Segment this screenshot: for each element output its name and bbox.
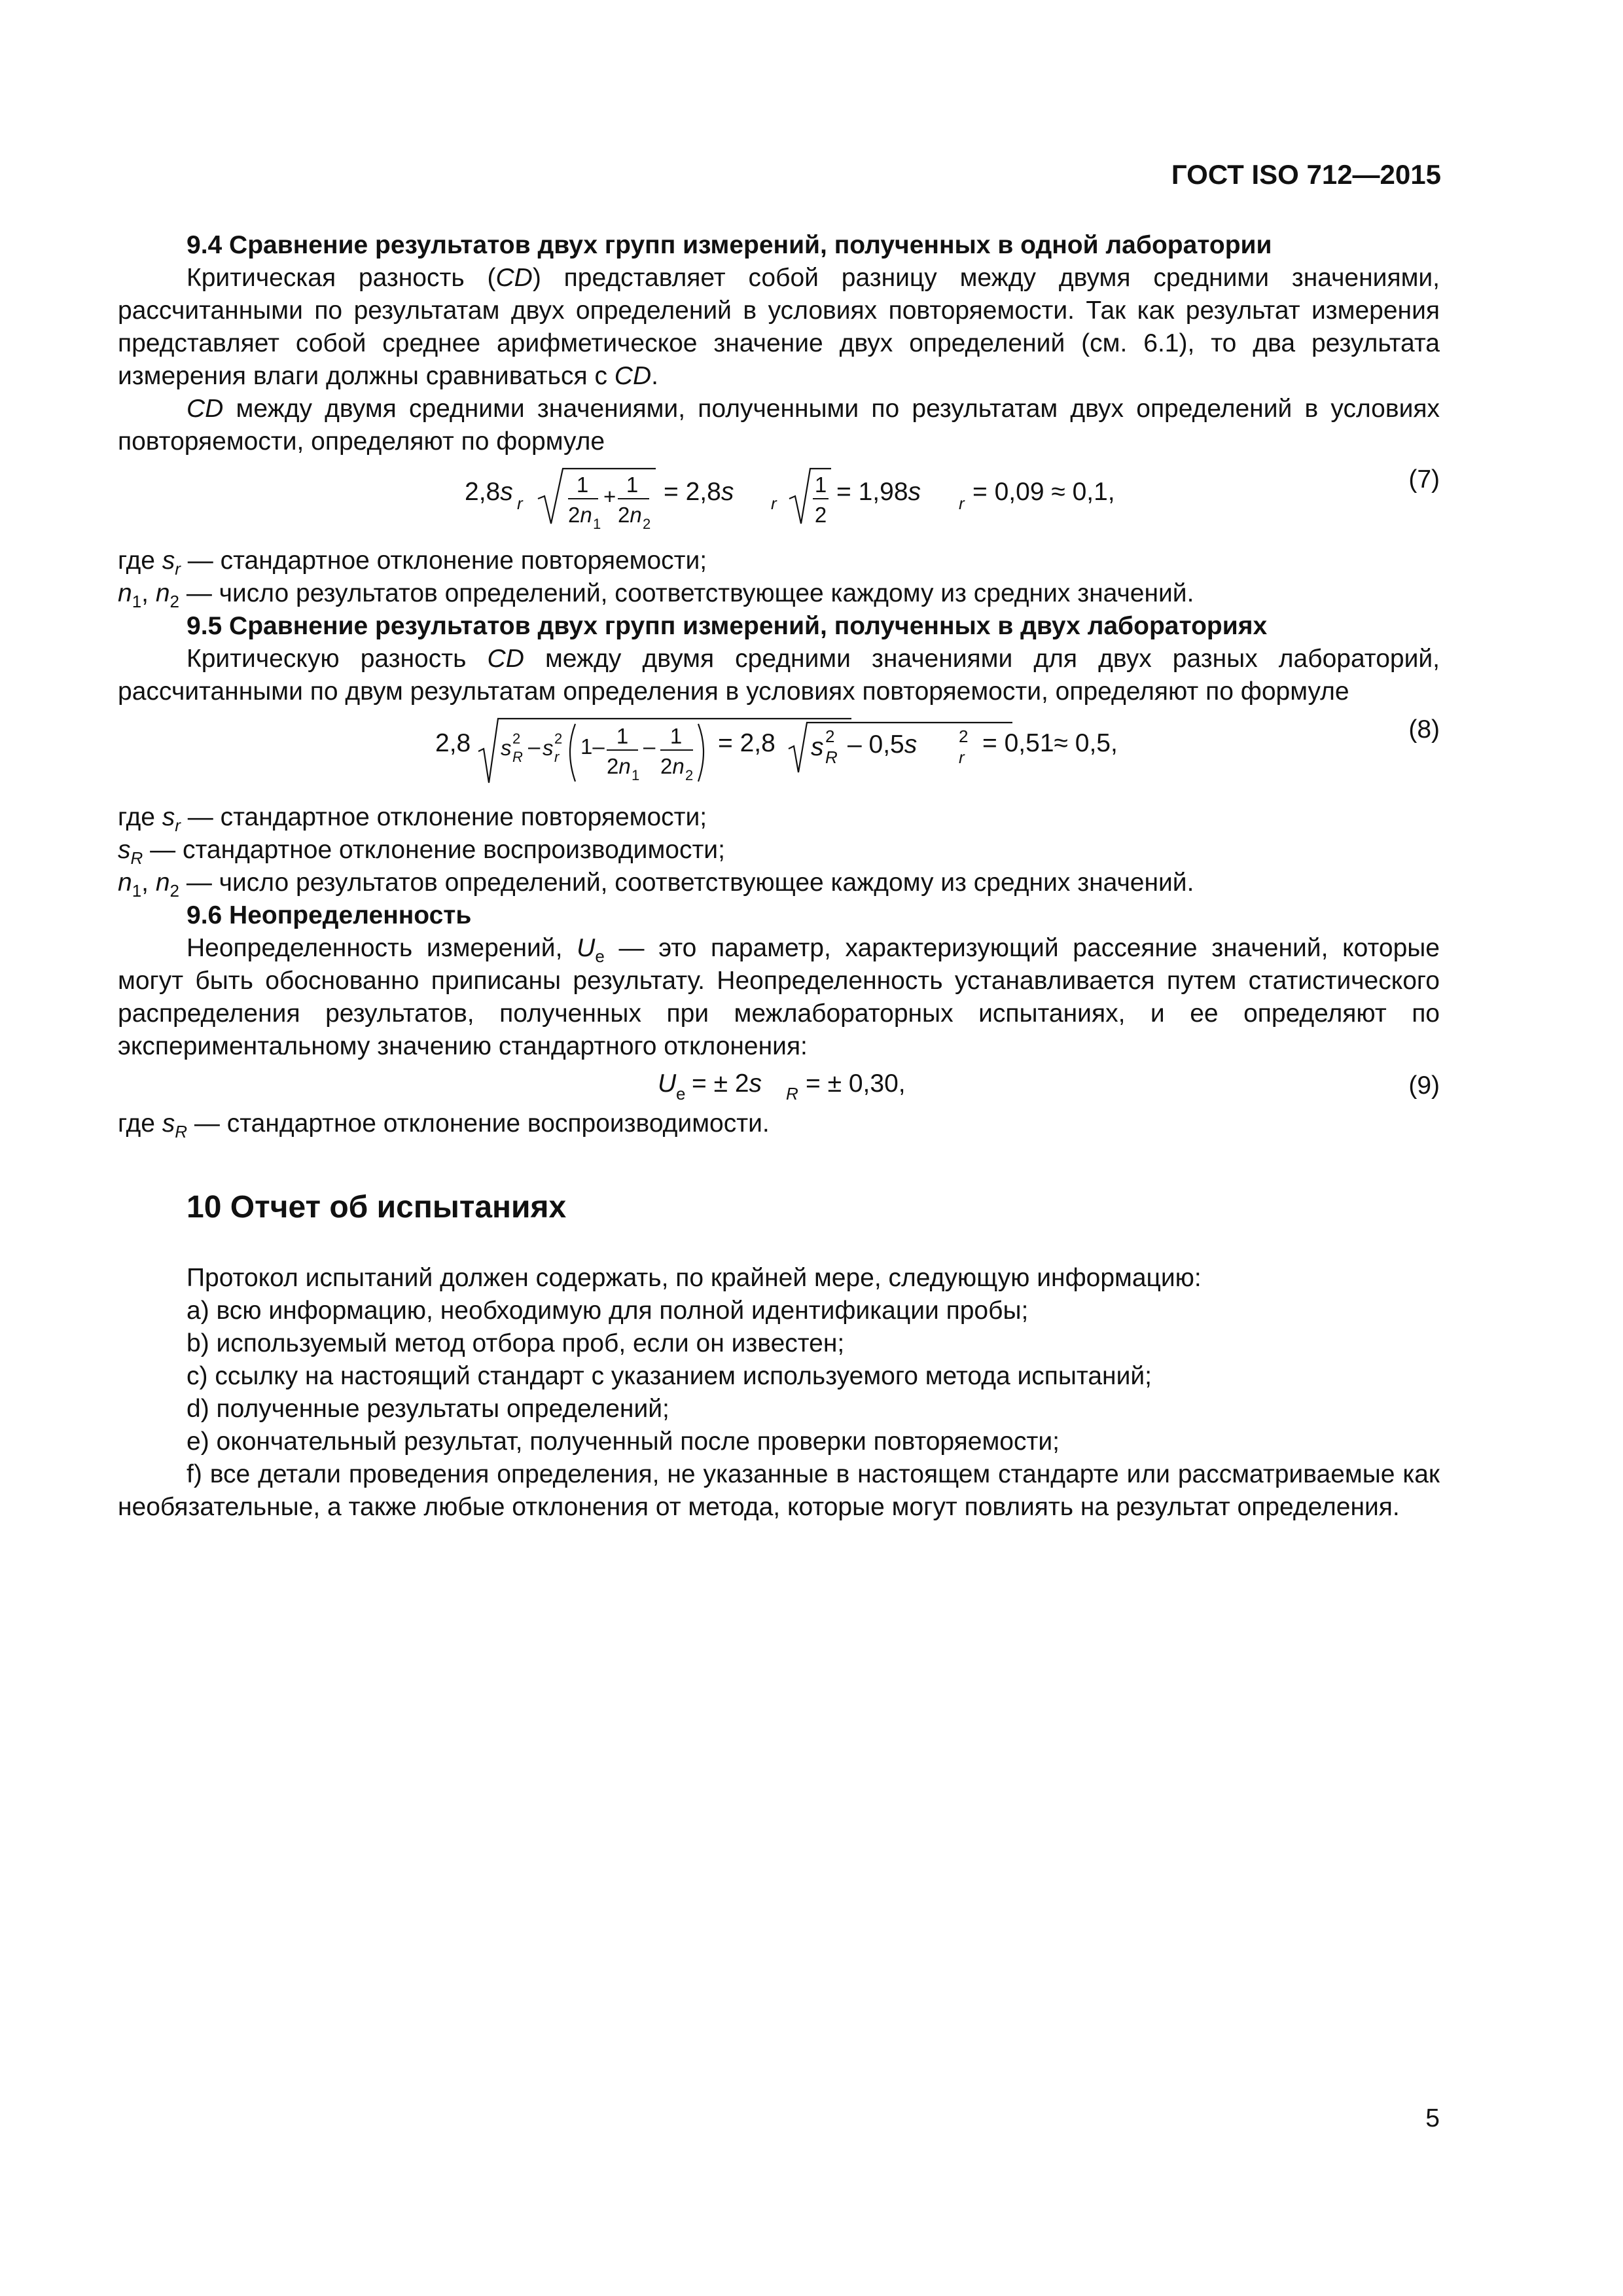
svg-text:= ± 0,30,: = ± 0,30,	[806, 1069, 906, 1098]
page-number: 5	[1425, 2104, 1440, 2132]
svg-text:1: 1	[814, 473, 827, 497]
formula-9-expression	[658, 1064, 998, 1106]
section-9-6-title: 9.6 Неопределенность	[187, 901, 472, 929]
svg-text:r: r	[959, 493, 965, 513]
equation-number-8: (8)	[1408, 715, 1440, 744]
equation-number-7: (7)	[1408, 465, 1440, 493]
svg-text:1: 1	[576, 473, 589, 497]
section-9-4-paragraph-1: Критическая разность (CD) представляет собой разницу между двумя средними значениями, рассчитанными по результатам двух определений в условиях повторяемости. Так как результат измерения представляет собой среднее арифметическое значение двух определений (см. 6.1), то два результата измерения влаги должны сравниваться с CD.	[118, 264, 1440, 390]
svg-text:2: 2	[512, 730, 521, 747]
formula-9	[118, 1064, 1440, 1106]
list-item: e) окончательный результат, полученный после проверки повторяемости;	[187, 1427, 1060, 1456]
section-10-title: 10 Отчет об испытаниях	[187, 1190, 567, 1225]
svg-text:= 0,09 ≈ 0,1,: = 0,09 ≈ 0,1,	[972, 478, 1115, 506]
section-9-4-where-1: где $s_r$ — стандартное отклонение повторяемости;	[118, 547, 707, 579]
section-9-4-paragraph-2: CD между двумя средними значениями, полученными по результатам двух определений в условиях повторяемости, определяют по формуле	[118, 395, 1440, 456]
section-9-6-paragraph-1: Неопределенность измерений, $U_e$ — это параметр, характеризующий рассеяние значений, которые могут быть обоснованно приписаны результату. Неопределенность устанавливается путем статистического распределения результатов, полученных при межлабораторных испытаниях, и ее определяют по экспериментальному значению стандартного отклонения:	[118, 934, 1440, 1060]
document-code: ГОСТ ISO 712—2015	[1171, 159, 1441, 190]
section-9-4-title: 9.4 Сравнение результатов двух групп измерений, полученных в одной лаборатории	[187, 231, 1272, 259]
svg-text:1–: 1–	[580, 734, 605, 759]
section-9-5-where-1: где $s_r$ — стандартное отклонение повторяемости;	[118, 803, 707, 835]
svg-text:R: R	[512, 749, 523, 765]
formula-7	[118, 459, 1440, 543]
svg-text:2n: 2n	[618, 503, 642, 527]
section-9-5-title: 9.5 Сравнение результатов двух групп измерений, полученных в двух лабораториях	[187, 612, 1268, 640]
section-9-5-where-3: $n_1$, $n_2$ — число результатов определений, соответствующее каждому из средних значений.	[118, 869, 1194, 901]
svg-text:1: 1	[593, 516, 601, 532]
equation-number-9: (9)	[1408, 1071, 1440, 1100]
svg-text:s: s	[811, 733, 824, 761]
svg-text:2: 2	[814, 503, 827, 527]
svg-text:1: 1	[616, 724, 629, 748]
section-9-6-where-1: где $s_R$ — стандартное отклонение воспроизводимости.	[118, 1109, 770, 1141]
svg-text:2,8: 2,8	[435, 729, 471, 757]
page-content	[118, 229, 1440, 1524]
svg-text:= 0,51≈ 0,5,: = 0,51≈ 0,5,	[982, 729, 1118, 757]
svg-text:s: s	[543, 736, 554, 760]
formula-8-expression	[435, 709, 1260, 800]
svg-text:– 0,5s: – 0,5s	[847, 730, 918, 759]
svg-text:2: 2	[643, 516, 651, 532]
list-item: f) все детали проведения определения, не указанные в настоящем стандарте или рассматриваемые как необязательные, а также любые отклонения от метода, которые могут повлиять на результат определения.	[118, 1460, 1440, 1521]
svg-text:R: R	[825, 747, 838, 767]
svg-text:= 2,8s: = 2,8s	[664, 478, 734, 506]
svg-text:r: r	[771, 493, 777, 513]
svg-text:= 2,8: = 2,8	[718, 729, 776, 757]
svg-text:U: U	[658, 1069, 677, 1098]
svg-text:+: +	[603, 484, 616, 509]
section-9-5-paragraph-1: Критическую разность CD между двумя средними значениями для двух разных лабораторий, рассчитанными по двум результатам определения в условиях повторяемости, определяют по формуле	[118, 645, 1440, 706]
svg-text:r: r	[554, 749, 560, 765]
section-10-intro: Протокол испытаний должен содержать, по крайней мере, следующую информацию:	[187, 1264, 1202, 1292]
svg-text:e: e	[676, 1084, 686, 1103]
svg-text:1: 1	[626, 473, 639, 497]
section-9-5-where-2: $s_R$ — стандартное отклонение воспроизводимости;	[118, 836, 725, 868]
svg-text:2: 2	[685, 767, 694, 783]
svg-text:2: 2	[825, 726, 835, 746]
svg-text:r: r	[959, 747, 965, 767]
svg-text:2n: 2n	[660, 754, 685, 778]
formula-7-expression	[465, 459, 1224, 543]
svg-text:r: r	[517, 493, 523, 513]
svg-text:2n: 2n	[607, 754, 631, 778]
list-item: a) всю информацию, необходимую для полной идентификации пробы;	[187, 1297, 1029, 1325]
svg-text:–: –	[643, 734, 656, 759]
list-item: d) полученные результаты определений;	[187, 1395, 669, 1423]
svg-text:1: 1	[669, 724, 683, 748]
svg-text:R: R	[786, 1084, 798, 1103]
svg-text:2: 2	[959, 726, 969, 746]
svg-text:1: 1	[632, 767, 640, 783]
svg-text:–: –	[528, 734, 541, 759]
formula-8	[118, 709, 1440, 800]
svg-text:2n: 2n	[568, 503, 592, 527]
list-item: b) используемый метод отбора проб, если он известен;	[187, 1329, 845, 1357]
list-item: c) ссылку на настоящий стандарт с указанием используемого метода испытаний;	[187, 1362, 1152, 1390]
svg-text:2,8s: 2,8s	[465, 478, 513, 506]
svg-text:s: s	[501, 736, 512, 760]
svg-text:= ± 2s: = ± 2s	[692, 1069, 762, 1098]
svg-text:= 1,98s: = 1,98s	[836, 478, 921, 506]
section-9-4-where-2: $n_1$, $n_2$ — число результатов определений, соответствующее каждому из средних значений.	[118, 579, 1194, 611]
svg-text:2: 2	[554, 730, 563, 747]
